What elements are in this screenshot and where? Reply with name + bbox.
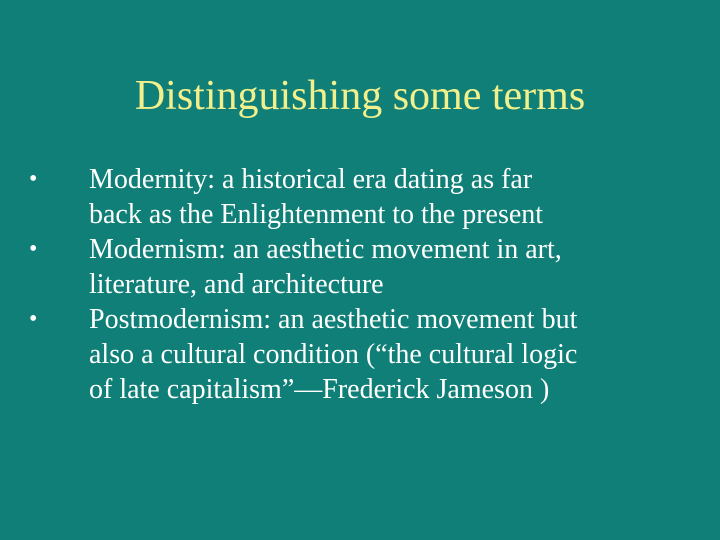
bullet-text-line: Postmodernism: an aesthetic movement but [89,304,578,335]
bullet-point-icon: • [29,306,38,332]
bullet-point-icon: • [29,236,38,262]
bullet-text-line: Modernity: a historical era dating as far [89,164,533,195]
bullet-list [29,162,699,407]
bullet-text-line: also a cultural condition (“the cultural logic [89,339,578,370]
bullet-text-line: back as the Enlightenment to the present [89,199,544,230]
bullet-point-icon: • [29,166,38,192]
bullet-item-modernism [29,232,699,302]
bullet-item-postmodernism [29,302,699,407]
slide-title: Distinguishing some terms [134,73,586,119]
bullet-text-line: Modernism: an aesthetic movement in art, [89,234,562,265]
bullet-item-modernity [29,162,699,232]
bullet-text-line: of late capitalism”—Frederick Jameson ) [89,374,550,405]
bullet-text-line: literature, and architecture [89,269,384,300]
